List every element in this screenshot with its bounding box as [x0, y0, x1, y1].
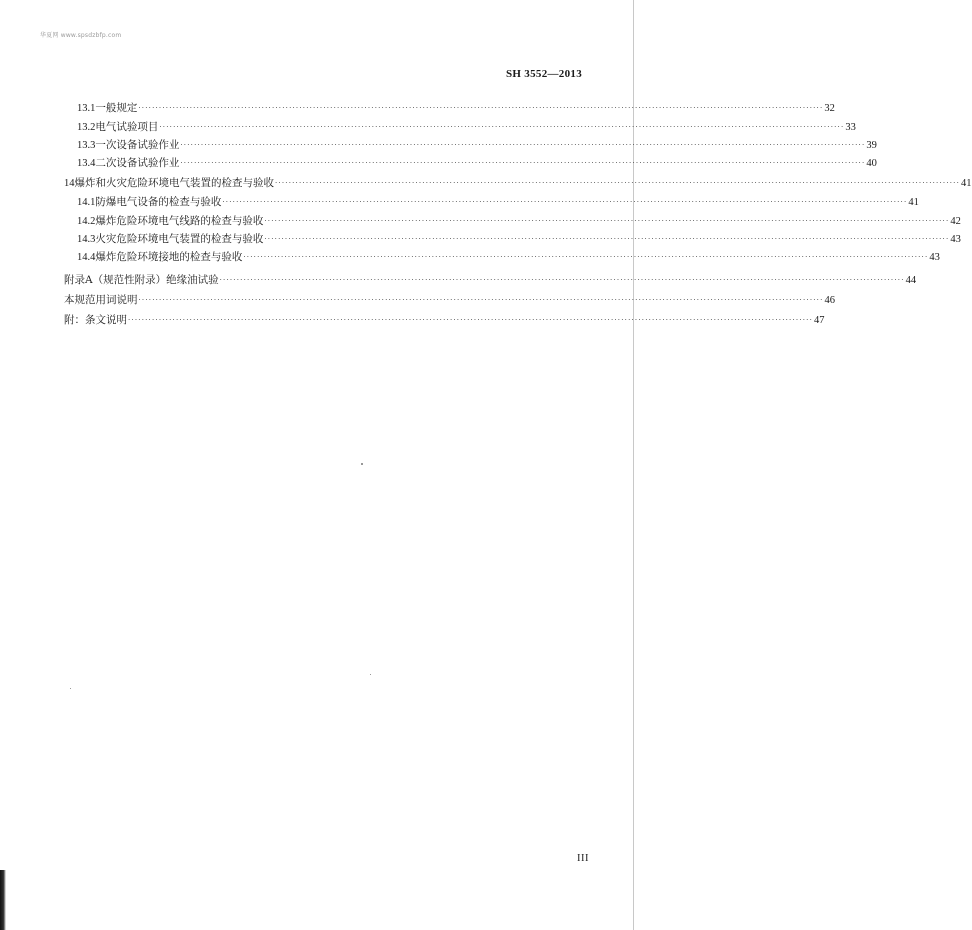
toc-entry-title: 电气试验项目 [95, 121, 159, 133]
toc-entry-title: 爆炸危险环境接地的检查与验收 [95, 251, 243, 263]
toc-entry-number: 13.1 [77, 103, 96, 114]
toc-entry-title: 附：条文说明 [64, 314, 127, 326]
toc-dot-leader: ········································································································································································································ [264, 217, 950, 225]
scan-speck [70, 688, 71, 689]
toc-entry[interactable] [77, 100, 835, 116]
toc-dot-leader: ········································································································································································································ [138, 104, 824, 112]
toc-entry[interactable] [77, 231, 961, 247]
scan-speck [370, 674, 371, 675]
toc-dot-leader: ········································································································································································································ [180, 159, 866, 167]
toc-entry-page: 41 [961, 178, 972, 189]
scan-speck [361, 463, 363, 465]
toc-entry-title: 爆炸危险环境电气线路的检查与验收 [95, 215, 264, 227]
toc-entry-page: 44 [905, 275, 917, 286]
toc-entry-title: 一次设备试验作业 [95, 139, 180, 151]
toc-entry-number: 14 [64, 178, 75, 189]
toc-entry-title: 本规范用词说明 [64, 294, 138, 306]
toc-dot-leader: ········································································································································································································ [128, 316, 814, 324]
binding-shadow [0, 870, 6, 930]
toc-dot-leader: ········································································································································································································ [159, 123, 845, 131]
toc-entry-number: 14.1 [77, 197, 96, 208]
toc-entry-page: 33 [845, 122, 856, 133]
toc-dot-leader: ········································································································································································································ [219, 276, 905, 284]
toc-dot-leader: ········································································································································································································ [264, 235, 950, 243]
toc-entry[interactable] [77, 194, 919, 210]
toc-entry[interactable] [77, 119, 856, 135]
toc-entry-title: 二次设备试验作业 [95, 157, 180, 169]
toc-entry[interactable] [77, 155, 877, 171]
toc-entry-number: 13.4 [77, 158, 96, 169]
toc-entry-page: 40 [866, 158, 877, 169]
toc-dot-leader: ········································································································································································································ [275, 179, 961, 187]
toc-entry[interactable] [77, 213, 961, 229]
toc-dot-leader: ········································································································································································································ [138, 296, 824, 304]
toc-entry[interactable] [77, 249, 940, 265]
toc-entry-page: 43 [950, 234, 961, 245]
toc-entry-page: 39 [866, 140, 877, 151]
toc-entry[interactable] [64, 312, 825, 328]
watermark-text: 华夏网 www.spsdzbfp.com [40, 32, 122, 39]
toc-entry-page: 32 [824, 103, 835, 114]
toc-entry-number: 13.2 [77, 122, 96, 133]
toc-entry-page: 41 [908, 197, 919, 208]
toc-entry-title: 防爆电气设备的检查与验收 [95, 196, 222, 208]
toc-dot-leader: ········································································································································································································ [180, 141, 866, 149]
toc-entry-title: 爆炸和火灾危险环境电气装置的检查与验收 [74, 177, 274, 189]
toc-entry-number: 14.2 [77, 216, 96, 227]
toc-entry[interactable] [64, 292, 836, 308]
toc-entry-page: 42 [950, 216, 961, 227]
toc-entry[interactable] [77, 137, 877, 153]
toc-entry[interactable] [64, 272, 917, 288]
toc-entry-page: 47 [814, 315, 825, 326]
toc-entry-page: 43 [929, 252, 940, 263]
toc-entry-number: 14.3 [77, 234, 96, 245]
toc-entry-number: 13.3 [77, 140, 96, 151]
document-code: SH 3552—2013 [505, 68, 582, 80]
toc-entry-number: 14.4 [77, 252, 96, 263]
toc-entry-title: 附录A（规范性附录）绝缘油试验 [64, 274, 219, 286]
toc-dot-leader: ········································································································································································································ [243, 253, 929, 261]
toc-entry-title: 火灾危险环境电气装置的检查与验收 [95, 233, 264, 245]
toc-entry[interactable] [64, 175, 972, 191]
toc-entry-title: 一般规定 [95, 102, 138, 114]
page-number: III [577, 853, 589, 864]
toc-entry-page: 46 [824, 295, 836, 306]
toc-dot-leader: ········································································································································································································ [222, 198, 908, 206]
